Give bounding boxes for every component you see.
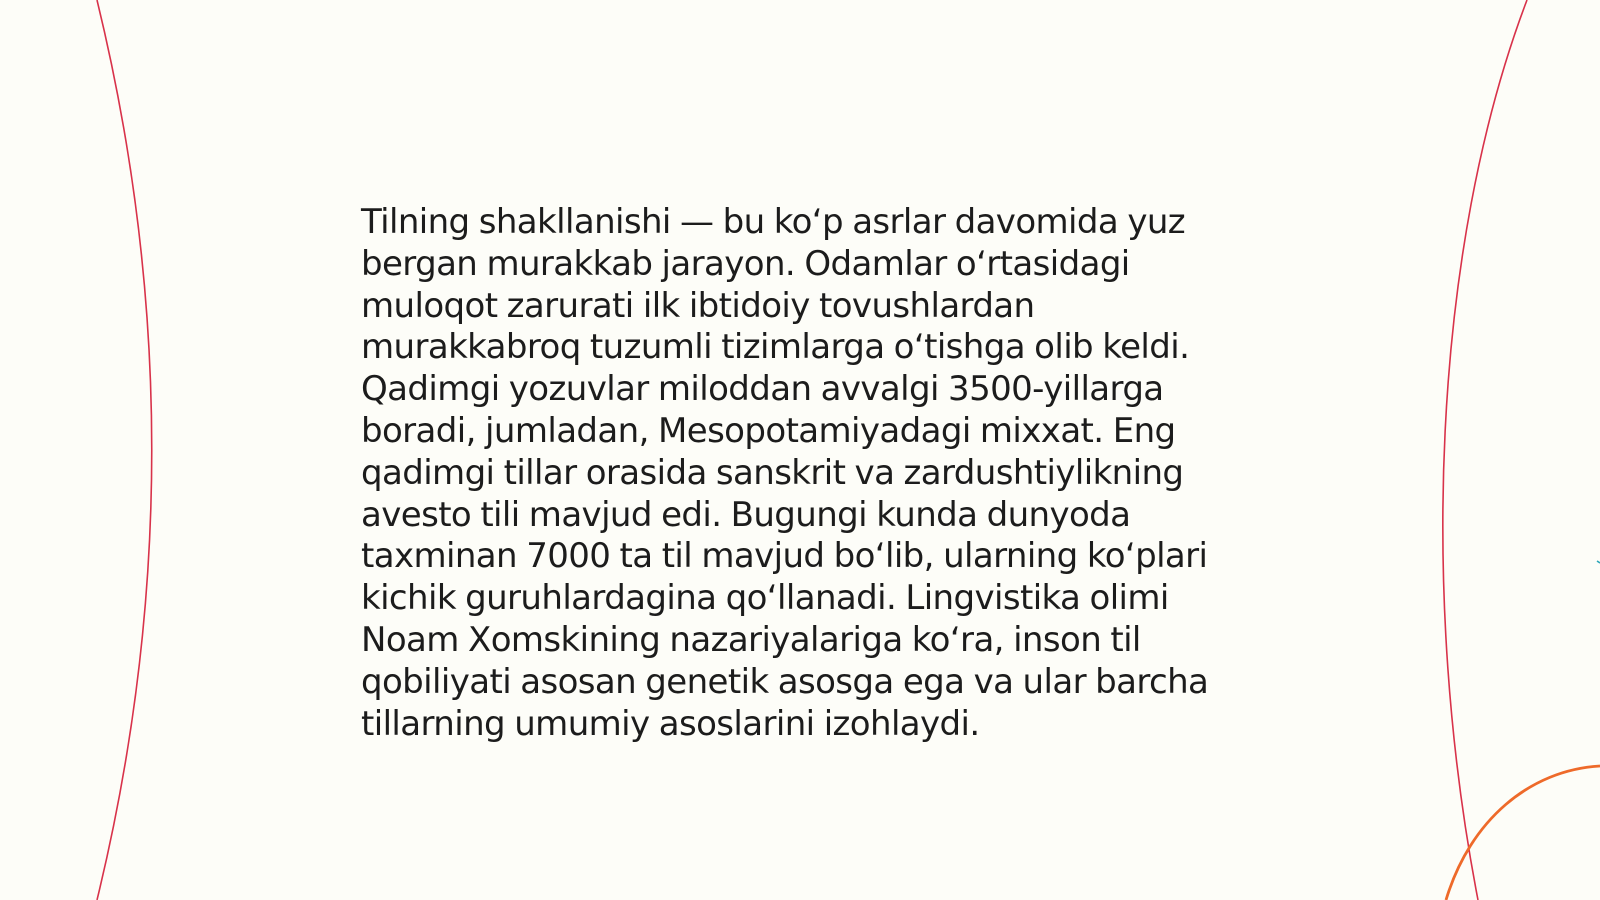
paragraph-line: qobiliyati asosan genetik asosga ega va ular barcha (361, 661, 1209, 702)
orange-arc (1446, 766, 1600, 900)
left-curve (97, 0, 152, 900)
paragraph-line: taxminan 7000 ta til mavjud boʻlib, ularning koʻplari (361, 536, 1208, 577)
paragraph-line: qadimgi tillar orasida sanskrit va zardushtiylikning (361, 452, 1184, 493)
paragraph-line: tillarning umumiy asoslarini izohlaydi. (361, 703, 980, 744)
paragraph-line: bergan murakkab jarayon. Odamlar oʻrtasidagi (361, 243, 1130, 284)
paragraph-line: avesto tili mavjud edi. Bugungi kunda dunyoda (361, 494, 1131, 535)
paragraph-line: Qadimgi yozuvlar miloddan avvalgi 3500-yillarga (361, 369, 1164, 410)
paragraph-line: muloqot zarurati ilk ibtidoiy tovushlardan (361, 285, 1035, 326)
paragraph-line: murakkabroq tuzumli tizimlarga oʻtishga olib keldi. (361, 327, 1190, 368)
right-curve (1443, 0, 1527, 900)
paragraph-line: boradi, jumladan, Mesopotamiyadagi mixxat. Eng (361, 410, 1176, 451)
paragraph-line: kichik guruhlardagina qoʻllanadi. Lingvistika olimi (361, 578, 1169, 619)
body-paragraph (361, 202, 1221, 745)
paragraph-line: Noam Xomskining nazariyalariga koʻra, inson til (361, 619, 1141, 660)
paragraph-line: Tilning shakllanishi — bu koʻp asrlar davomida yuz (361, 202, 1186, 242)
